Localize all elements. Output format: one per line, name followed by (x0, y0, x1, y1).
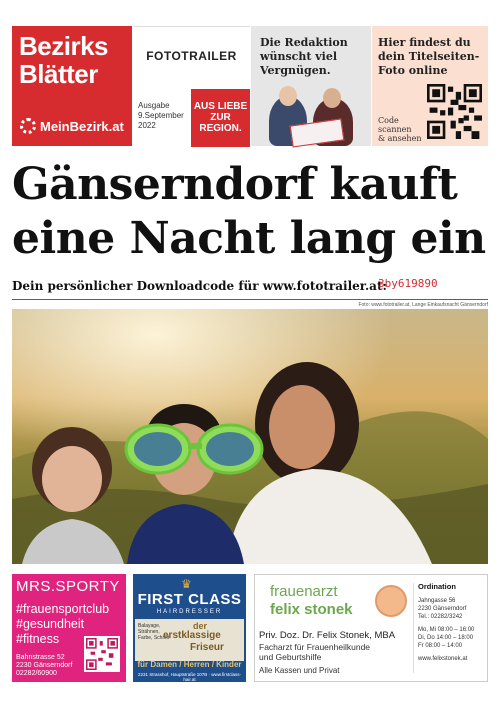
stonek-spec1: Facharzt für Frauenheilkunde (259, 642, 371, 652)
issue-line3: 2022 (138, 121, 156, 130)
ad-mrs-sporty[interactable] (12, 574, 126, 682)
headline-line2: eine Nacht lang ein (12, 213, 486, 264)
firstclass-name: FIRST CLASS (137, 591, 242, 608)
photo-credit: Foto: www.fototrailer.at, Lange Einkaufsnacht Gänserndorf (358, 302, 488, 308)
redaktion-text (260, 36, 348, 78)
logo-text-line2: Blätter (19, 59, 98, 89)
redaktion-line3: Vergnügen. (260, 64, 331, 77)
stonek-brand1: frauenarzt (270, 583, 338, 600)
slogan-badge (191, 89, 250, 147)
firstclass-address: 2231 Strasshof, Hauptstraße 107B · www.firstclass-hair.at (137, 672, 242, 682)
titelseite-text (378, 36, 479, 78)
stonek-ord-title: Ordination (418, 582, 456, 591)
cover-photo-illustration (12, 309, 488, 564)
scan-line1: Code (378, 116, 399, 125)
issue-date (138, 101, 184, 131)
sporty-tag2: #gesundheit (16, 617, 85, 631)
firstclass-der: der (193, 621, 208, 631)
crown-icon: ♛ (181, 577, 192, 591)
sporty-tag3: #fitness (16, 632, 60, 646)
stonek-web[interactable]: www.felixstonek.at (418, 656, 468, 662)
scan-line2: scannen (378, 125, 412, 134)
redaktion-box (251, 26, 371, 146)
meinbezirk-brand (20, 118, 124, 134)
stonek-addr2: 2230 Gänserndorf (418, 606, 467, 612)
firstclass-sub: HAIRDRESSER (156, 609, 223, 615)
editor-head-2 (323, 88, 341, 108)
slogan-line1: AUS LIEBE (193, 101, 248, 112)
ad-frauenarzt-stonek[interactable] (254, 574, 488, 682)
sporty-addr1: Bahnstrasse 52 (16, 654, 65, 661)
editor-head-1 (279, 86, 297, 106)
titel-line3: Foto online (378, 64, 448, 77)
page-headline (12, 158, 492, 266)
firstclass-panel (135, 619, 244, 661)
sporty-qr-icon[interactable] (84, 636, 120, 672)
cover-photo[interactable] (12, 309, 488, 564)
slogan-line2: ZUR (210, 112, 231, 123)
download-instruction: Dein persönlicher Downloadcode für www.fototrailer.at: (12, 279, 387, 293)
sporty-tag1: #frauensportclub (16, 602, 110, 616)
stonek-hours1: Mo, Mi 08:00 – 16:00 (418, 627, 475, 633)
sporty-address (16, 654, 72, 678)
stonek-addr1: Jahngasse 56 (418, 598, 456, 604)
section-title: FOTOTRAILER (146, 49, 237, 63)
titel-line1: Hier findest du (378, 36, 471, 49)
stonek-brand2: felix stonek (270, 601, 353, 618)
stonek-hours3: Fr 08:00 – 14:00 (418, 643, 463, 649)
titelseite-box (372, 26, 488, 146)
stonek-hours2: Di, Do 14:00 – 18:00 (418, 635, 474, 641)
slogan-line3: REGION. (199, 123, 242, 134)
stonek-divider (413, 583, 414, 673)
firstclass-erst: erstklassige (163, 630, 221, 641)
stonek-logo-icon (375, 585, 407, 617)
firstclass-friseur: Friseur (190, 642, 224, 653)
scan-hint (378, 116, 421, 143)
divider (12, 299, 488, 300)
sporty-addr3: 02282/60900 (16, 670, 57, 677)
stonek-specialty (259, 642, 370, 662)
redaktion-line1: Die Redaktion (260, 36, 348, 49)
stonek-ordination (418, 583, 485, 663)
sporty-addr2: 2230 Gänserndorf (16, 662, 73, 669)
firstclass-small2: Farbe, Schnitt (138, 635, 170, 641)
firstclass-audience: für Damen / Herren / Kinder (137, 660, 242, 669)
redaktion-line2: wünscht viel (260, 50, 338, 63)
sun-icon (20, 118, 36, 134)
bezirksblaetter-logo[interactable] (12, 26, 132, 146)
stonek-doctor: Priv. Doz. Dr. Felix Stonek, MBA (259, 630, 396, 641)
logo-text-line1: Bezirks (19, 31, 108, 61)
issue-line1: Ausgabe (138, 101, 170, 110)
stonek-spec2: und Geburtshilfe (259, 652, 322, 662)
stonek-kassen: Alle Kassen und Privat (259, 666, 340, 675)
headline-line1: Gänserndorf kauft (12, 159, 458, 210)
section-box (133, 26, 250, 146)
meinbezirk-label: MeinBezirk.at (40, 118, 124, 134)
download-code[interactable]: 3by619890 (378, 277, 438, 290)
scan-line3: & ansehen (378, 134, 422, 143)
firstclass-small1: Balayage, Strähnen, (138, 623, 161, 635)
titel-line2: dein Titelseiten- (378, 50, 480, 63)
ad-first-class[interactable] (133, 574, 246, 682)
sporty-name: MRS.SPORTY (16, 578, 120, 595)
stonek-tel[interactable]: Tel.: 02282/3242 (418, 614, 463, 620)
qr-code-icon[interactable] (427, 84, 482, 139)
issue-line2: 9.September (138, 111, 184, 120)
